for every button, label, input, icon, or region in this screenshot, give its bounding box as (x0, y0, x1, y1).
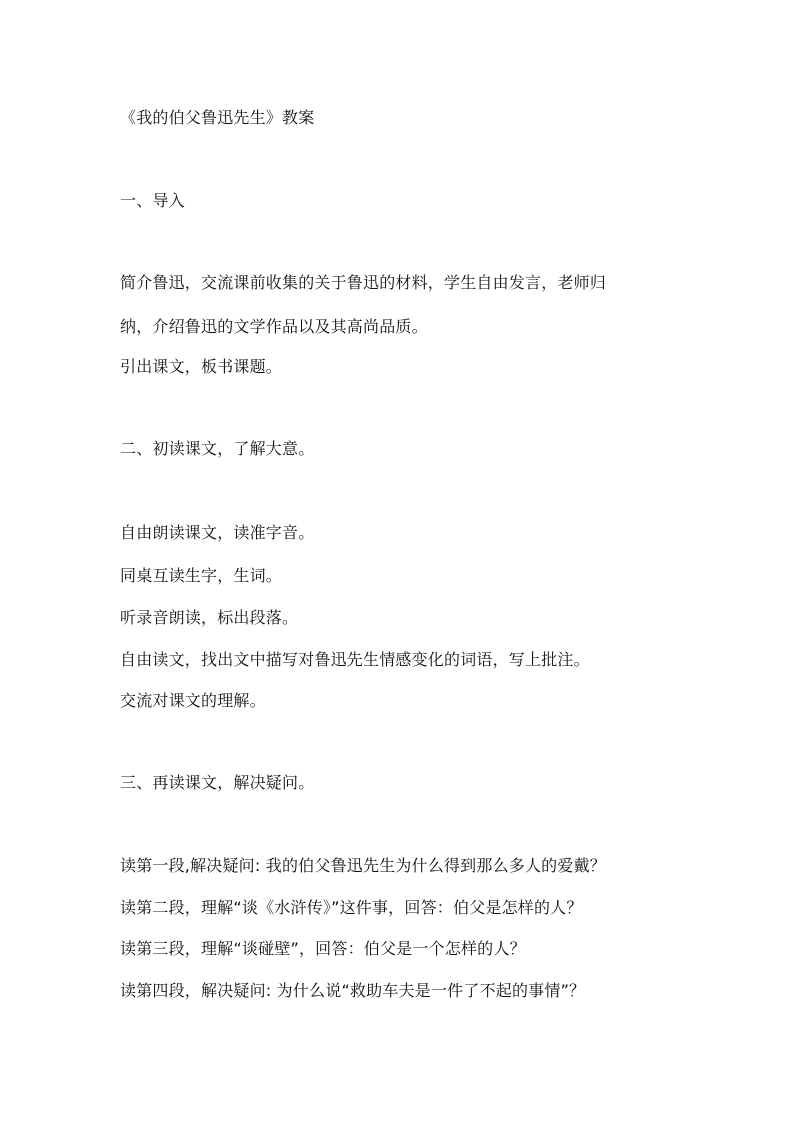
section-heading-second-reading: 三、再读课文，解决疑问。 (120, 773, 315, 792)
paragraph-line: 自由读文，找出文中描写对鲁迅先生情感变化的词语，写上批注。 (120, 650, 590, 669)
paragraph-line: 简介鲁迅，交流课前收集的关于鲁迅的材料，学生自由发言，老师归 (120, 273, 607, 292)
paragraph-line: 自由朗读课文，读准字音。 (120, 523, 315, 542)
document-title: 《我的伯父鲁迅先生》教案 (120, 108, 315, 127)
paragraph-line: 纳，介绍鲁迅的文学作品以及其高尚品质。 (120, 317, 428, 336)
paragraph-line: 同桌互读生字，生词。 (120, 566, 283, 585)
paragraph-line: 读第三段，理解“谈碰壁”，回答：伯父是一个怎样的人？ (120, 939, 526, 958)
section-heading-first-reading: 二、初读课文，了解大意。 (120, 439, 315, 458)
paragraph-line: 听录音朗读，标出段落。 (120, 608, 299, 627)
paragraph-line: 读第一段,解决疑问: 我的伯父鲁迅先生为什么得到那么多人的爱戴？ (120, 856, 606, 875)
paragraph-line: 交流对课文的理解。 (120, 691, 266, 710)
paragraph-line: 读第四段，解决疑问: 为什么说“救助车夫是一件了不起的事情”？ (120, 981, 586, 1000)
paragraph-line: 引出课文，板书课题。 (120, 357, 283, 376)
paragraph-line: 读第二段，理解“谈《水浒传》”这件事，回答：伯父是怎样的人？ (120, 898, 583, 917)
section-heading-intro: 一、导入 (120, 191, 185, 210)
